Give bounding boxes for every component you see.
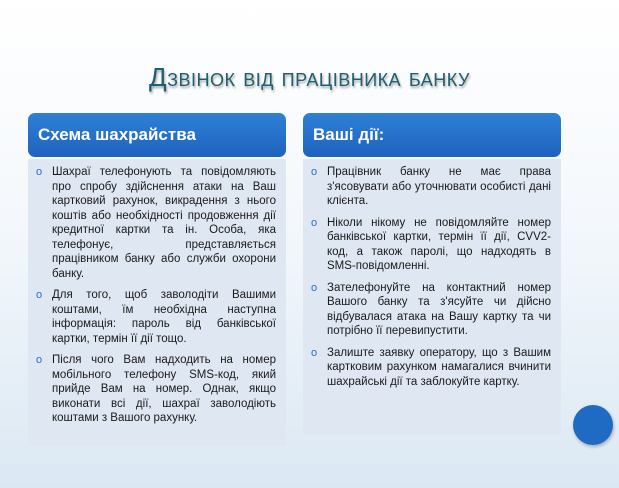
slide-title: Дзвінок від працівника банку: [149, 62, 470, 92]
bullet-icon: o: [311, 166, 318, 178]
bullet-icon: o: [36, 354, 43, 366]
list-item: [309, 165, 551, 209]
scheme-panel: [28, 159, 286, 446]
list-item: [34, 165, 276, 281]
list-item: [34, 353, 276, 426]
list-item-text: Шахраї телефонують та повідомляють про спробу здійснення атаки на Ваш картковий рахунок, викрадення з нього коштів або необхідності продовження дії кредитної картки та ін. Особа, яка телефонує, представляється працівником банку або служби охорони банку.: [52, 166, 276, 280]
bullet-icon: o: [36, 166, 43, 178]
list-item-text: Для того, щоб заволодіти Вашими коштами, їм необхідна наступна інформація: пароль від банківської картки, термін її дії тощо.: [52, 289, 276, 345]
actions-list: [309, 165, 551, 389]
scheme-list: [34, 165, 276, 426]
actions-heading: Ваші дії:: [303, 113, 561, 157]
list-item-text: Зателефонуйте на контактний номер Вашого банку та з'ясуйте чи дійсно відбувалася атака на Вашу картку та чи потрібно її перевипустити.: [327, 281, 551, 337]
scheme-heading: Схема шахрайства: [28, 113, 286, 157]
bullet-icon: o: [36, 289, 43, 301]
decorative-circle-icon: [573, 405, 613, 445]
list-item-text: Після чого Вам надходить на номер мобільного телефону SMS-код, який прийде Вам на номер. Однак, якщо виконати всі дії, шахраї заволодіють коштами з Вашого рахунку.: [52, 354, 276, 424]
actions-panel: [303, 159, 561, 435]
list-item-text: Ніколи нікому не повідомляйте номер банківської картки, термін її дії, CVV2-код, а також паролі, що надходять в SMS-повідомленні.: [327, 216, 551, 272]
list-item-text: Працівник банку не має права з'ясовувати або уточнювати особисті дані клієнта.: [327, 166, 551, 207]
list-item-text: Залиште заявку оператору, що з Вашим картковим рахунком намагалися вчинити шахрайські дії та заблокуйте картку.: [327, 346, 551, 388]
bullet-icon: o: [311, 216, 318, 229]
list-item: [309, 281, 551, 339]
list-item: [34, 288, 276, 346]
list-item: [309, 216, 551, 274]
bullet-icon: o: [311, 346, 318, 359]
list-item: [309, 346, 551, 390]
bullet-icon: o: [311, 281, 318, 294]
